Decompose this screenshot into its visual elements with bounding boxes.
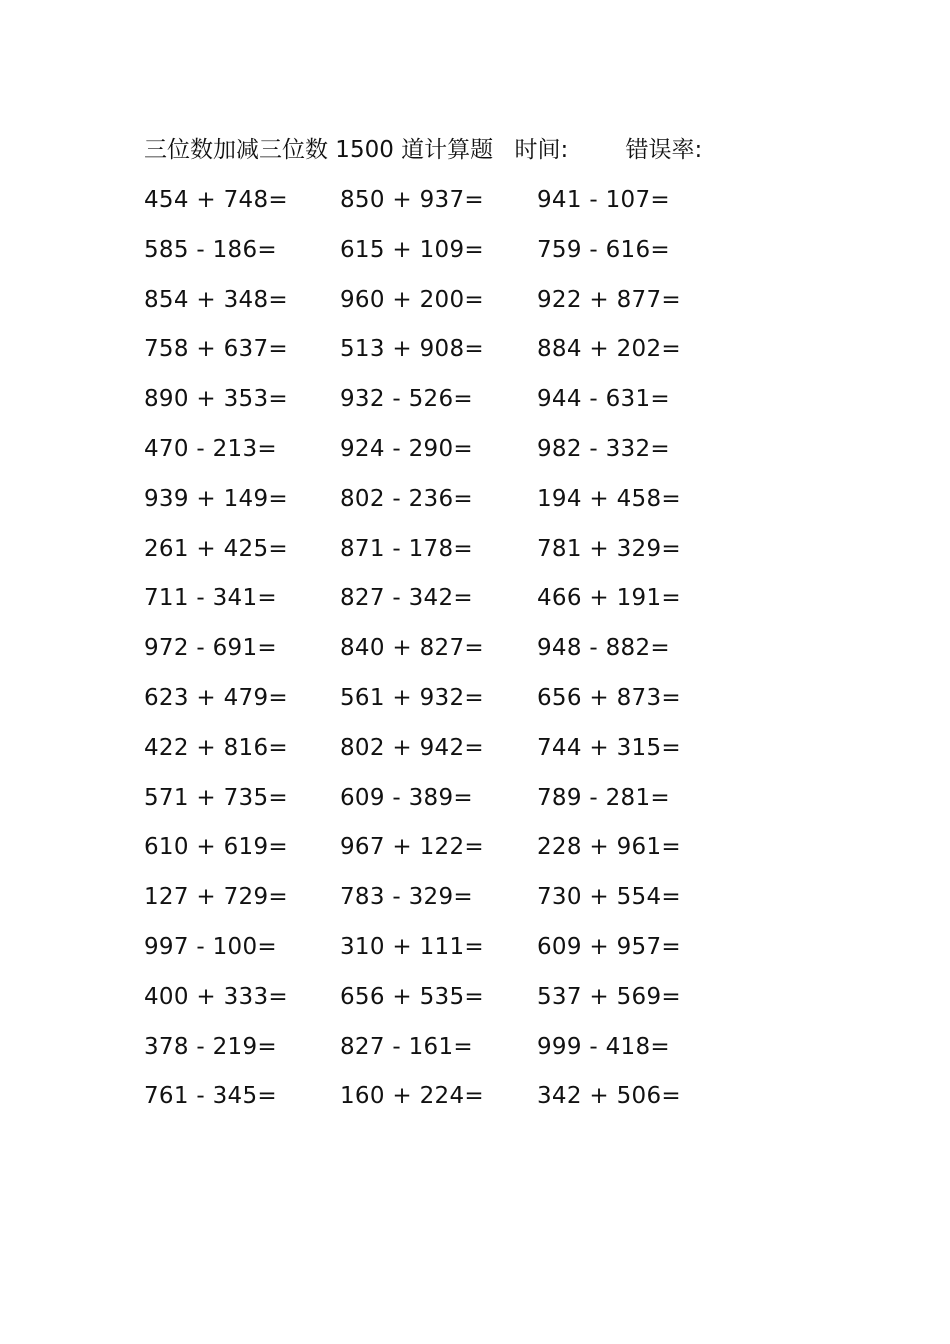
arithmetic-problem: 827 - 342=: [340, 585, 473, 612]
time-label: 时间:: [514, 137, 569, 163]
problem-row: [144, 927, 764, 977]
problem-row: [144, 628, 764, 678]
arithmetic-problem: 466 + 191=: [537, 585, 681, 612]
arithmetic-problem: 571 + 735=: [144, 784, 288, 811]
problem-row: [144, 1076, 764, 1126]
arithmetic-problem: 261 + 425=: [144, 535, 288, 562]
problem-row: [144, 429, 764, 479]
arithmetic-problem: 744 + 315=: [537, 734, 681, 761]
problem-row: [144, 280, 764, 330]
arithmetic-problem: 513 + 908=: [340, 336, 484, 363]
arithmetic-problem: 656 + 873=: [537, 684, 681, 711]
arithmetic-problem: 623 + 479=: [144, 684, 288, 711]
arithmetic-problem: 802 - 236=: [340, 485, 473, 512]
arithmetic-problem: 944 - 631=: [537, 386, 670, 413]
arithmetic-problem: 840 + 827=: [340, 635, 484, 662]
problem-row: [144, 778, 764, 828]
arithmetic-problem: 967 + 122=: [340, 834, 484, 861]
arithmetic-problem: 802 + 942=: [340, 734, 484, 761]
problem-row: [144, 529, 764, 579]
arithmetic-problem: 890 + 353=: [144, 386, 288, 413]
problem-row: [144, 230, 764, 280]
arithmetic-problem: 758 + 637=: [144, 336, 288, 363]
arithmetic-problem: 871 - 178=: [340, 535, 473, 562]
arithmetic-problem: 922 + 877=: [537, 286, 681, 313]
arithmetic-problem: 941 - 107=: [537, 187, 670, 213]
arithmetic-problem: 939 + 149=: [144, 485, 288, 512]
worksheet-title: 三位数加减三位数 1500 道计算题: [144, 137, 494, 163]
arithmetic-problem: 924 - 290=: [340, 435, 473, 462]
problem-row: [144, 728, 764, 778]
arithmetic-problem: 615 + 109=: [340, 236, 484, 263]
arithmetic-problem: 400 + 333=: [144, 983, 288, 1010]
problem-row: [144, 379, 764, 429]
arithmetic-problem: 310 + 111=: [340, 933, 484, 960]
arithmetic-problem: 160 + 224=: [340, 1083, 484, 1110]
arithmetic-problem: 730 + 554=: [537, 884, 681, 911]
arithmetic-problem: 759 - 616=: [537, 236, 670, 263]
arithmetic-problem: 228 + 961=: [537, 834, 681, 861]
arithmetic-problem: 948 - 882=: [537, 635, 670, 662]
problem-grid: [144, 180, 764, 1126]
arithmetic-problem: 972 - 691=: [144, 635, 277, 662]
arithmetic-problem: 854 + 348=: [144, 286, 288, 313]
error-rate-label: 错误率:: [625, 137, 703, 163]
arithmetic-problem: 783 - 329=: [340, 884, 473, 911]
arithmetic-problem: 454 + 748=: [144, 187, 288, 213]
arithmetic-problem: 781 + 329=: [537, 535, 681, 562]
arithmetic-problem: 999 - 418=: [537, 1033, 670, 1060]
arithmetic-problem: 561 + 932=: [340, 684, 484, 711]
arithmetic-problem: 656 + 535=: [340, 983, 484, 1010]
problem-row: [144, 1027, 764, 1077]
problem-row: [144, 578, 764, 628]
arithmetic-problem: 997 - 100=: [144, 933, 277, 960]
problem-row: [144, 877, 764, 927]
problem-row: [144, 329, 764, 379]
arithmetic-problem: 610 + 619=: [144, 834, 288, 861]
arithmetic-problem: 537 + 569=: [537, 983, 681, 1010]
problem-row: [144, 678, 764, 728]
arithmetic-problem: 470 - 213=: [144, 435, 277, 462]
arithmetic-problem: 960 + 200=: [340, 286, 484, 313]
problem-row: [144, 977, 764, 1027]
arithmetic-problem: 932 - 526=: [340, 386, 473, 413]
problem-row: [144, 180, 764, 230]
arithmetic-problem: 827 - 161=: [340, 1033, 473, 1060]
arithmetic-problem: 422 + 816=: [144, 734, 288, 761]
arithmetic-problem: 982 - 332=: [537, 435, 670, 462]
arithmetic-problem: 585 - 186=: [144, 236, 277, 263]
arithmetic-problem: 194 + 458=: [537, 485, 681, 512]
arithmetic-problem: 609 - 389=: [340, 784, 473, 811]
arithmetic-problem: 761 - 345=: [144, 1083, 277, 1110]
arithmetic-problem: 789 - 281=: [537, 784, 670, 811]
arithmetic-problem: 378 - 219=: [144, 1033, 277, 1060]
worksheet-header: [144, 132, 702, 168]
arithmetic-problem: 609 + 957=: [537, 933, 681, 960]
arithmetic-problem: 342 + 506=: [537, 1083, 681, 1110]
arithmetic-problem: 850 + 937=: [340, 187, 484, 213]
arithmetic-problem: 711 - 341=: [144, 585, 277, 612]
arithmetic-problem: 884 + 202=: [537, 336, 681, 363]
arithmetic-problem: 127 + 729=: [144, 884, 288, 911]
problem-row: [144, 827, 764, 877]
problem-row: [144, 479, 764, 529]
